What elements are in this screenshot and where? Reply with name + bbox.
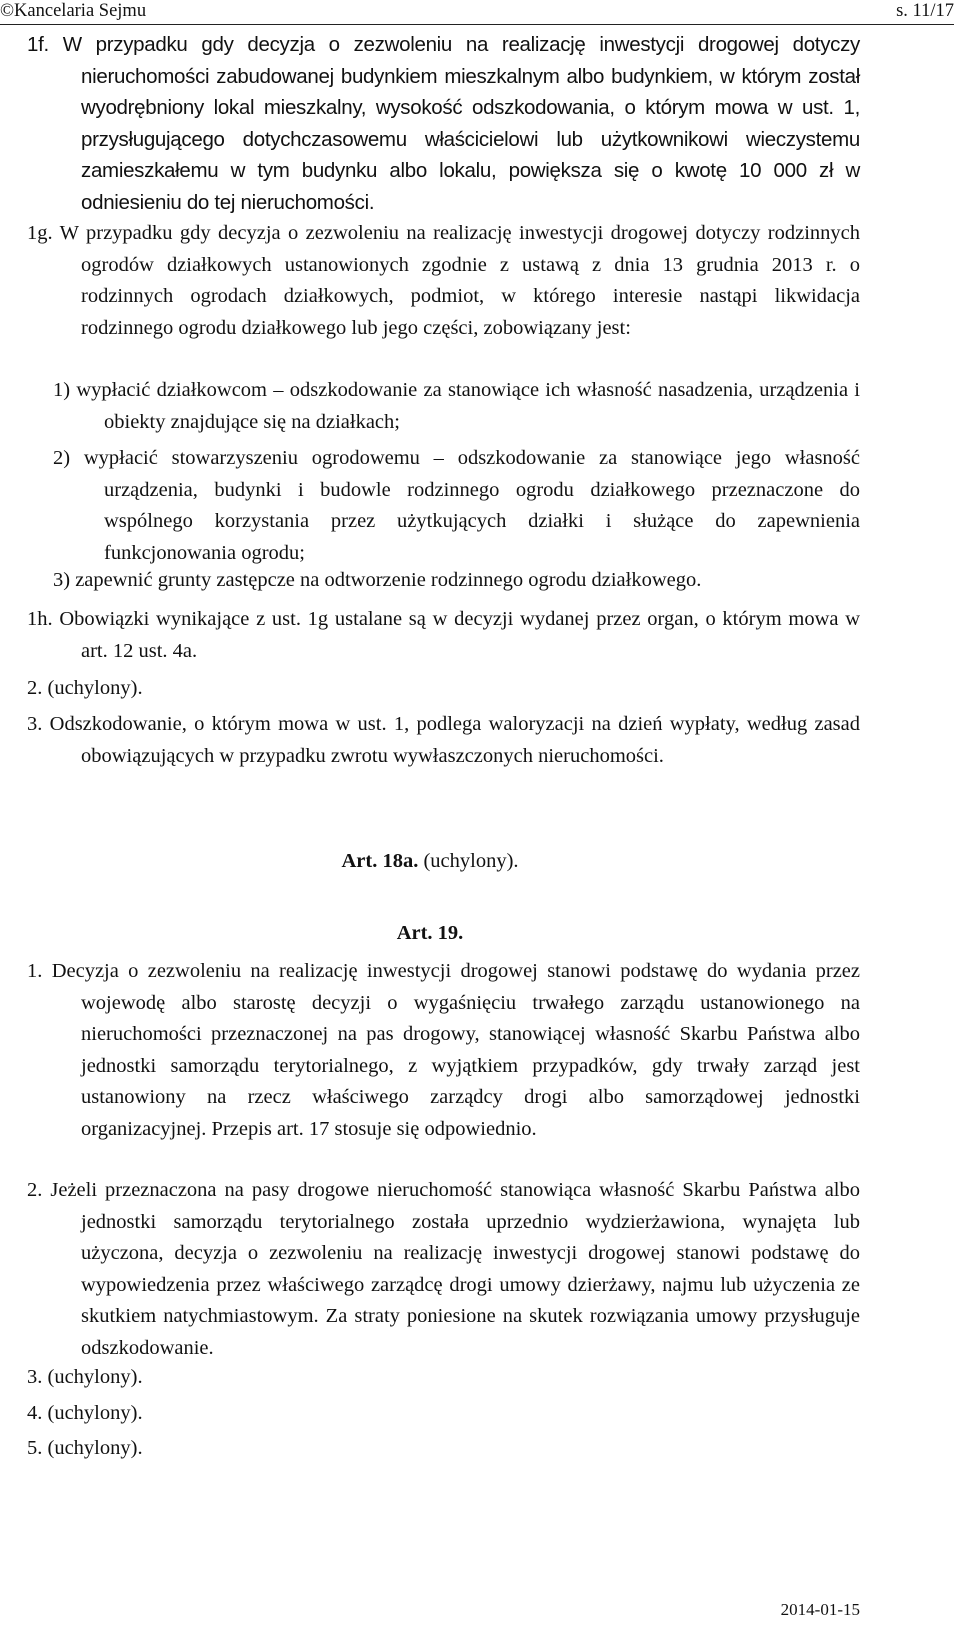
article-19-paragraph-2: 2. Jeżeli przeznaczona na pasy drogowe nieruchomość stanowiąca własność Skarbu Państwa albo jednostki samorządu terytorialnego została uprzednio wydzierżawiona, wynajęta lub użyczona, decyzja o zezwoleniu na realizację inwestycji drogowej stanowi podstawę do wypowiedzenia przez właściwego zarządcę drogi umowy dzierżawy, najmu lub użyczenia ze skutkiem natychmiastowym. Za straty poniesione na skutek rozwiązania umowy przysługuje odszkodowanie. bbox=[27, 1179, 860, 1359]
article-18a-heading bbox=[0, 846, 860, 878]
footer-date: 2014-01-15 bbox=[780, 1600, 860, 1619]
paragraph-1g: 1g. W przypadku gdy decyzja o zezwoleniu na realizację inwestycji drogowej dotyczy rodzinnych ogrodów działkowych ustanowionych zgodnie z ustawą z dnia 13 grudnia 2013 r. o rodzinnych ogrodach działkowych, podmiot, w którego interesie nastąpi likwidacja rodzinnego ogrodu działkowego lub jego części, zobowiązany jest: bbox=[27, 222, 860, 339]
article-19-number: Art. 19. bbox=[396, 922, 464, 944]
header-page-number: s. 11/17 bbox=[896, 1, 954, 21]
paragraph-2: 2. (uchylony). bbox=[27, 677, 143, 699]
article-19-paragraph-1: 1. Decyzja o zezwoleniu na realizację inwestycji drogowej stanowi podstawę do wydania przez wojewodę albo starostę decyzji o wygaśnięciu trwałego zarządu ustanowionego na nieruchomości przeznaczonej na pas drogowy, stanowiącej własność Skarbu Państwa albo jednostki samorządu terytorialnego, z wyjątkiem przypadków, gdy trwały zarząd jest ustanowiony na rzecz właściwego zarządcy drogi albo samorządowej jednostki organizacyjnej. Przepis art. 17 stosuje się odpowiednio. bbox=[27, 960, 860, 1140]
paragraph-3: 3. Odszkodowanie, o którym mowa w ust. 1, podlega waloryzacji na dzień wypłaty, według zasad obowiązujących w przypadku zwrotu wywłaszczonych nieruchomości. bbox=[27, 713, 860, 767]
list-item-1g-3: 3) zapewnić grunty zastępcze na odtworzenie rodzinnego ogrodu działkowego. bbox=[53, 569, 702, 591]
article-18a-number: Art. 18a. bbox=[341, 850, 419, 872]
paragraph-1f: 1f. W przypadku gdy decyzja o zezwoleniu na realizację inwestycji drogowej dotyczy nieruchomości zabudowanej budynkiem mieszkalnym albo budynkiem, w którym został wyodrębniony lokal mieszkalny, wysokość odszkodowania, o którym mowa w ust. 1, przysługującego dotychczasowemu właścicielowi lub użytkownikowi wieczystemu zamieszkałemu w tym budynku albo lokalu, powiększa się o kwotę 10 000 zł w odniesieniu do tej nieruchomości. bbox=[27, 33, 860, 214]
article-19-paragraph-3: 3. (uchylony). bbox=[27, 1366, 143, 1388]
list-item-1g-1: 1) wypłacić działkowcom – odszkodowanie za stanowiące ich własność nasadzenia, urządzenia i obiekty znajdujące się na działkach; bbox=[53, 379, 860, 433]
paragraph-1h: 1h. Obowiązki wynikające z ust. 1g ustalane są w decyzji wydanej przez organ, o którym mowa w art. 12 ust. 4a. bbox=[27, 608, 860, 662]
list-item-1g-2: 2) wypłacić stowarzyszeniu ogrodowemu – odszkodowanie za stanowiące jego własność urządzenia, budynki i budowle rodzinnego ogrodu działkowego przeznaczone do wspólnego korzystania przez użytkujących działki i służące do zapewnienia funkcjonowania ogrodu; bbox=[53, 447, 860, 564]
article-18a-status: (uchylony). bbox=[418, 850, 519, 872]
article-19-paragraph-5: 5. (uchylony). bbox=[27, 1437, 143, 1459]
article-19-paragraph-4: 4. (uchylony). bbox=[27, 1402, 143, 1424]
header-divider bbox=[0, 24, 954, 25]
header-copyright: ©Kancelaria Sejmu bbox=[0, 1, 147, 21]
article-19-heading bbox=[0, 918, 860, 950]
